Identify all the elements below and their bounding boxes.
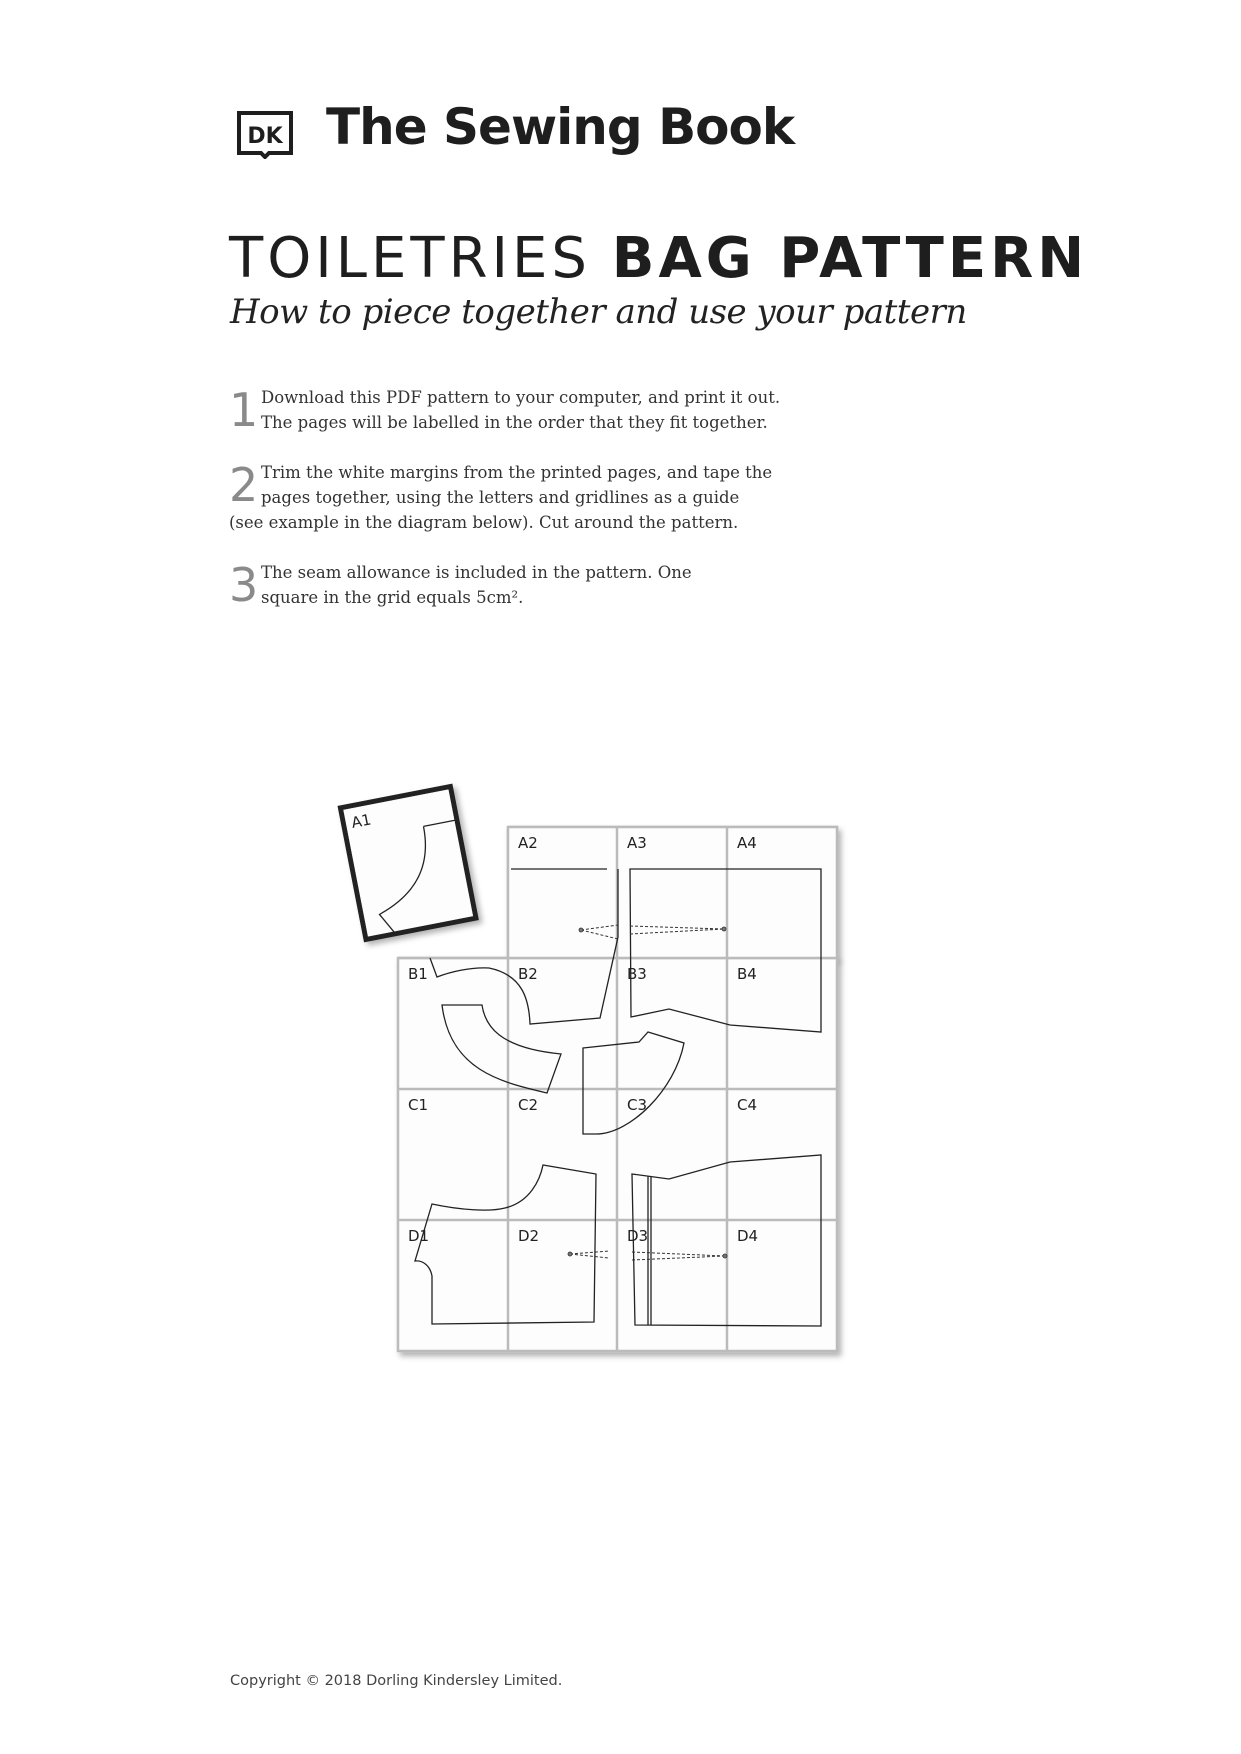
- grid-label: B3: [627, 965, 647, 983]
- step-number: 3: [229, 558, 259, 612]
- step-1: [229, 385, 780, 435]
- dk-logo: [237, 111, 293, 159]
- loose-page-a1: [340, 787, 476, 940]
- step-3: [229, 560, 692, 610]
- grid-label: C2: [518, 1096, 539, 1114]
- step-number: 2: [229, 458, 259, 512]
- book-title: The Sewing Book: [326, 98, 795, 156]
- title-light: TOILETRIES: [229, 226, 591, 291]
- step-text: (see example in the diagram below). Cut around the pattern.: [229, 513, 739, 532]
- grid-label: A4: [737, 834, 757, 852]
- page-title: [229, 226, 1088, 291]
- pattern-assembly-diagram: [330, 770, 870, 1370]
- grid-label: D2: [518, 1227, 540, 1245]
- step-number: 1: [229, 383, 259, 437]
- grid-label: C1: [408, 1096, 429, 1114]
- copyright: Copyright © 2018 Dorling Kindersley Limited.: [230, 1673, 563, 1689]
- dk-logo-text: DK: [247, 124, 283, 149]
- grid-label: A3: [627, 834, 647, 852]
- grid-label: B2: [518, 965, 538, 983]
- step-text: square in the grid equals 5cm².: [261, 588, 524, 607]
- grid-label: D1: [408, 1227, 430, 1245]
- step-text: pages together, using the letters and gridlines as a guide: [261, 488, 740, 507]
- step-text: Trim the white margins from the printed pages, and tape the: [261, 463, 773, 482]
- grid-label: C4: [737, 1096, 758, 1114]
- step-text: The seam allowance is included in the pattern. One: [261, 563, 692, 582]
- page-subtitle: How to piece together and use your pattern: [230, 292, 967, 332]
- grid-label: B4: [737, 965, 757, 983]
- title-bold: BAG PATTERN: [611, 226, 1089, 291]
- step-text: Download this PDF pattern to your computer, and print it out.: [261, 388, 781, 407]
- step-text: The pages will be labelled in the order that they fit together.: [261, 413, 768, 432]
- grid-label: D3: [627, 1227, 649, 1245]
- grid-label: A2: [518, 834, 538, 852]
- grid-label: C3: [627, 1096, 648, 1114]
- grid-label: A1: [349, 810, 373, 832]
- grid-label: D4: [737, 1227, 759, 1245]
- grid-label: B1: [408, 965, 428, 983]
- step-2: [229, 460, 772, 535]
